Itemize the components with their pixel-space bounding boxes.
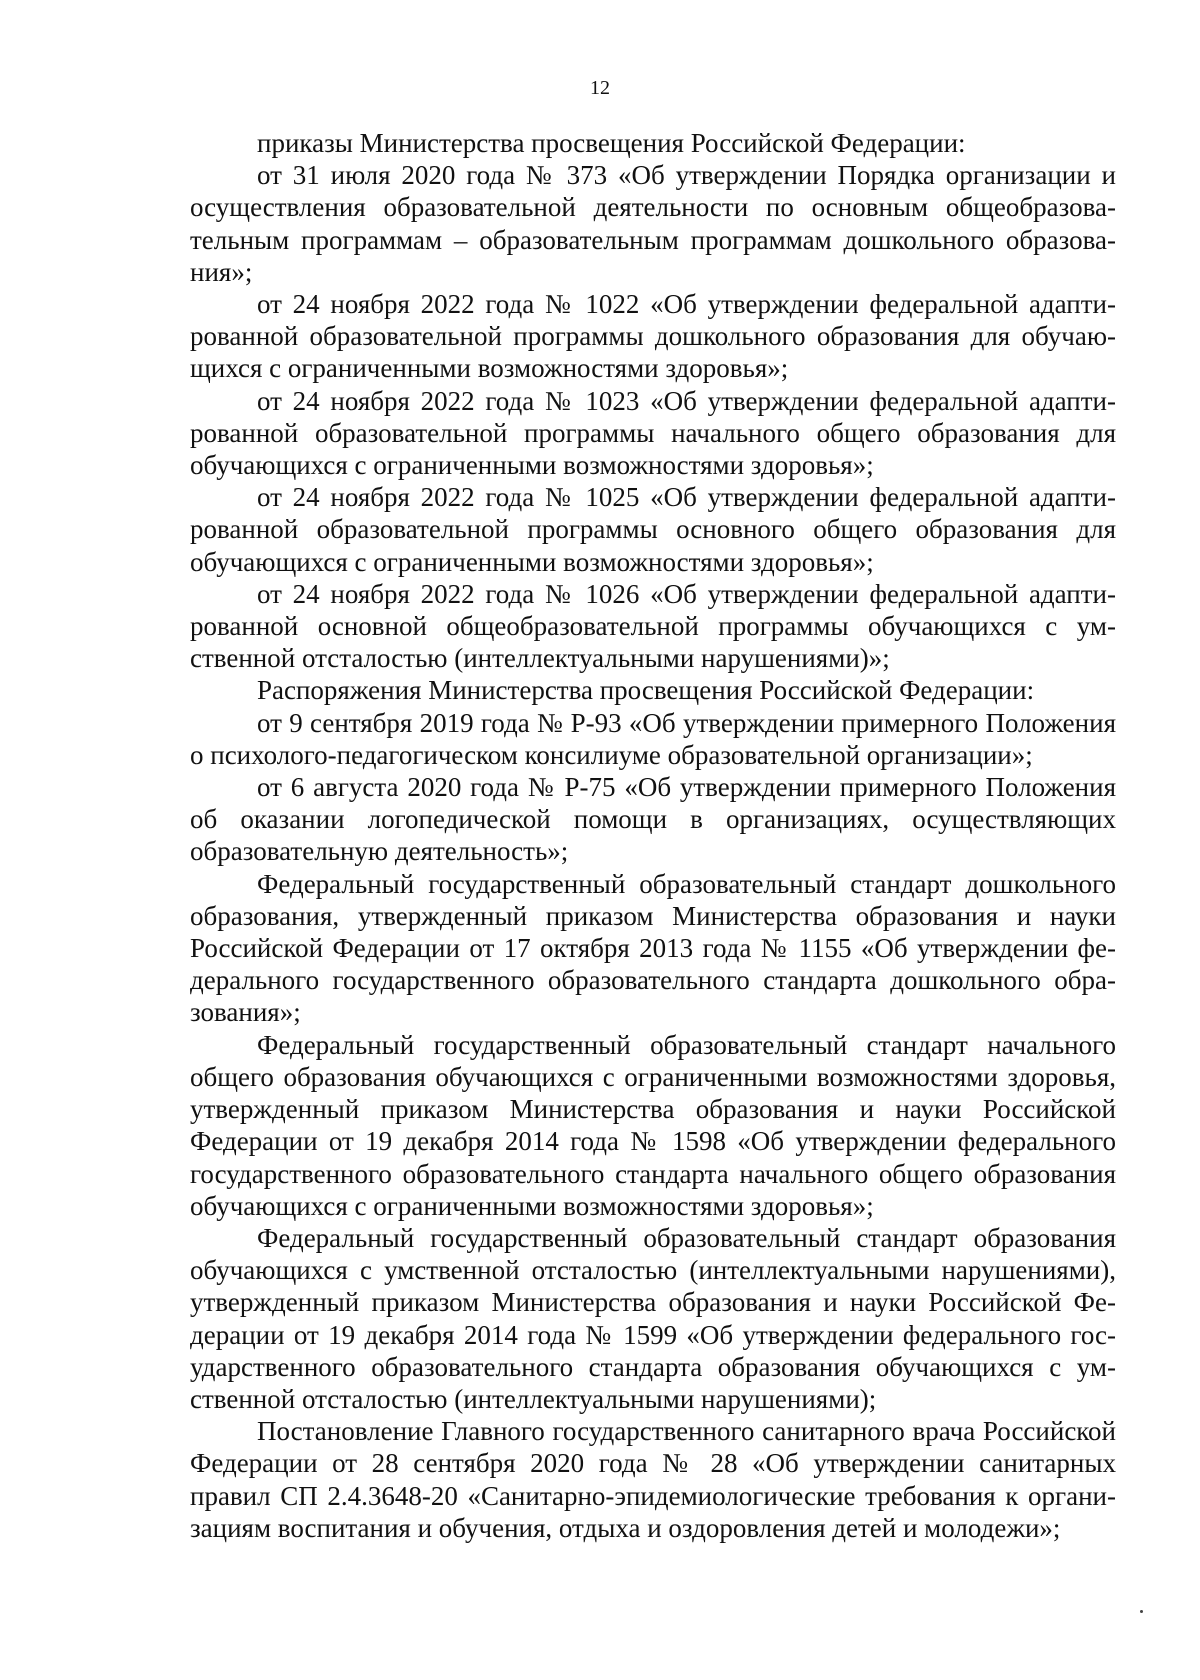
paragraph: Постановление Главного государственного санитарного врача Российской Федерации от 28 сентября 2020 года № 28 «Об утверждении санитарных правил СП 2.4.3648-20 «Санитарно-эпидемиологические требования к организациям воспитания и обучения, отдыха и оздоровления детей и молодежи»; <box>190 1416 1116 1543</box>
paragraph: приказы Министерства просвещения Российской Федерации: <box>257 128 966 158</box>
paragraph: Распоряжения Министерства просвещения Российской Федерации: <box>257 675 1035 706</box>
paragraph: от 24 ноября 2022 года № 1025 «Об утверждении федеральной адаптированной образовательной программы основного общего образования для обучающихся с ограниченными возможностями здоровья»; <box>190 482 1116 577</box>
paragraph: Федеральный государственный образовательный стандарт образования обучающихся с умственной отсталостью (интеллектуальными нарушениями), утвержденный приказом Министерства образования и науки Российской Федерации от 19 декабря 2014 года № 1599 «Об утверждении федерального государственного образовательного стандарта образования обучающихся с умственной отсталостью (интеллектуальными нарушениями); <box>190 1222 1116 1414</box>
paragraph: от 9 сентября 2019 года № Р-93 «Об утверждении примерного Положения о психолого-педагогическом консилиуме образовательной организации»; <box>190 707 1116 770</box>
paragraph: Федеральный государственный образовательный стандарт дошкольного образования, утвержденный приказом Министерства образования и науки Российской Федерации от 17 октября 2013 года № 1155 «Об утверждении федерального государственного образовательного стандарта дошкольного образования»; <box>190 868 1116 1028</box>
page-number: 12 <box>590 77 610 99</box>
paragraph: от 24 ноября 2022 года № 1022 «Об утверждении федеральной адаптированной образовательной программы дошкольного образования для обучающихся с ограниченными возможностями здоровья»; <box>190 289 1116 384</box>
paragraph: от 24 ноября 2022 года № 1023 «Об утверждении федеральной адаптированной образовательной программы начального общего образования для обучающихся с ограниченными возможностями здоровья»; <box>190 385 1116 481</box>
paragraph: от 31 июля 2020 года № 373 «Об утверждении Порядка организации и осуществления образовательной деятельности по основным общеобразовательным программам – образовательным программам дошкольного образования»; <box>190 160 1116 287</box>
scan-speck <box>1140 1610 1143 1613</box>
paragraph: от 6 августа 2020 года № Р-75 «Об утверждении примерного Положения об оказании логопедической помощи в организациях, осуществляющих образовательную деятельность»; <box>190 772 1116 867</box>
paragraph: Федеральный государственный образовательный стандарт начального общего образования обучающихся с ограниченными возможностями здоровья, утвержденный приказом Министерства образования и науки Российской Федерации от 19 декабря 2014 года № 1598 «Об утверждении федерального государственного образовательного стандарта начального общего образования обучающихся с ограниченными возможностями здоровья»; <box>190 1029 1116 1221</box>
document-body <box>190 127 1116 1544</box>
paragraph: от 24 ноября 2022 года № 1026 «Об утверждении федеральной адаптированной основной общеобразовательной программы обучающихся с умственной отсталостью (интеллектуальными нарушениями)»; <box>190 578 1116 674</box>
